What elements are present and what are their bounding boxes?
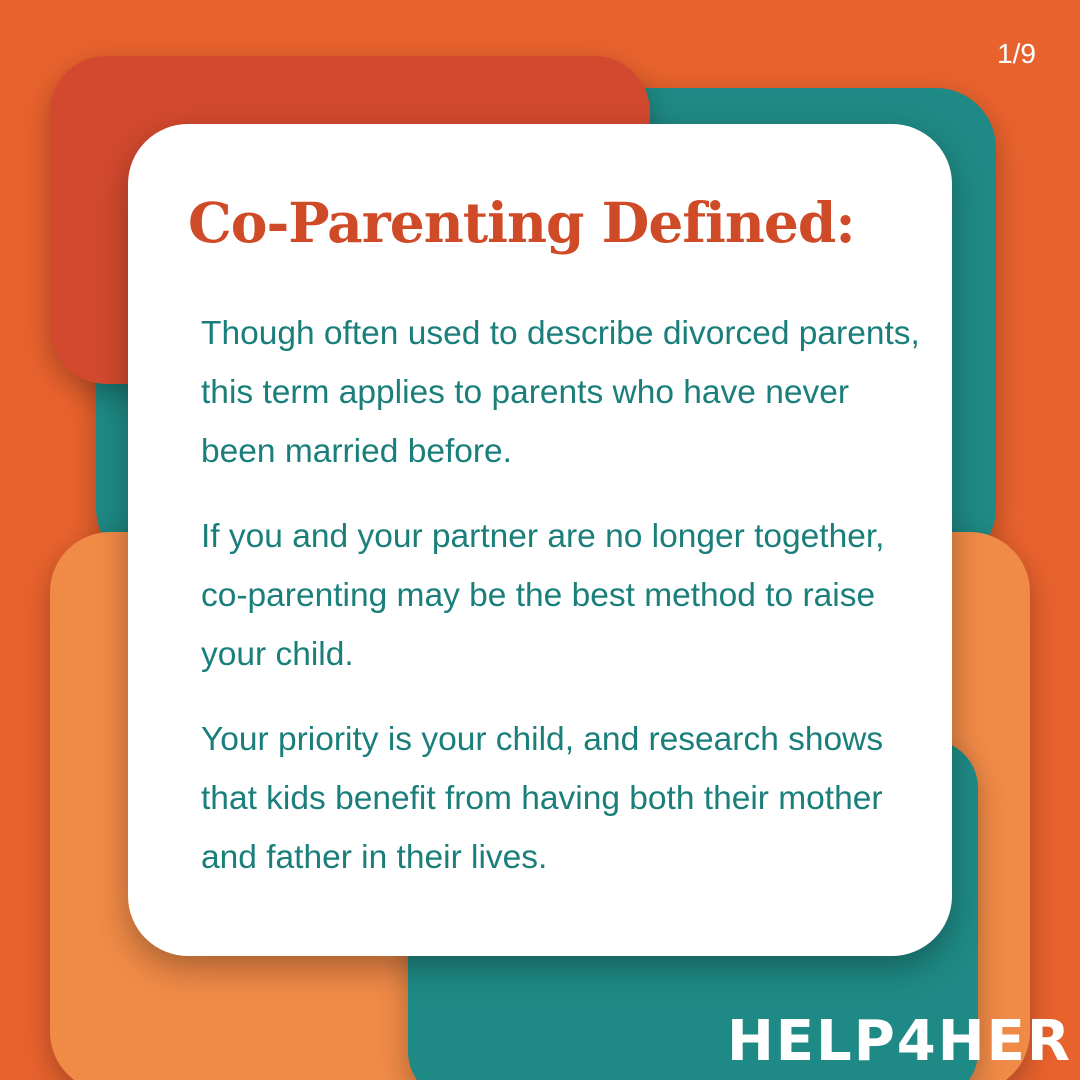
brand-logo-text: HELP4HER [726,1009,1072,1074]
card-body [201,304,921,913]
content-card [128,124,952,956]
paragraph-1: Though often used to describe divorced parents, this term applies to parents who have never been married before. [201,315,920,470]
paragraph-2: If you and your partner are no longer together, co-parenting may be the best method to raise your child. [201,518,885,673]
page-counter: 1/9 [997,38,1036,69]
slide-title: Co-Parenting Defined: [188,190,855,255]
paragraph-3: Your priority is your child, and research shows that kids benefit from having both their mother and father in their lives. [201,721,884,876]
